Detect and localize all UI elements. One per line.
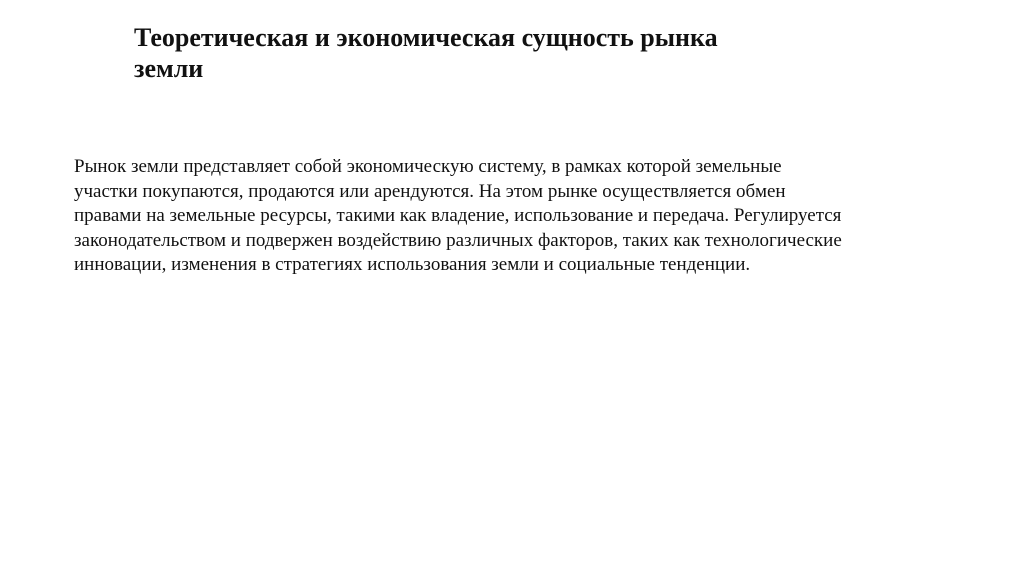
body-text-line: правами на земельные ресурсы, такими как владение, использование и передача. Регулируется — [74, 205, 842, 226]
slide-title-line: Теоретическая и экономическая сущность рынка — [134, 23, 718, 52]
slide-title — [134, 22, 854, 84]
slide-title-line: земли — [134, 54, 204, 83]
body-text-line: Рынок земли представляет собой экономическую систему, в рамках которой земельные — [74, 156, 782, 177]
body-text-line: инновации, изменения в стратегиях использования земли и социальные тенденции. — [74, 254, 751, 275]
slide-body-text — [74, 155, 954, 278]
body-text-line: законодательством и подвержен воздействию различных факторов, таких как технологические — [74, 229, 842, 251]
body-text-line: участки покупаются, продаются или арендуются. На этом рынке осуществляется обмен — [74, 180, 786, 202]
